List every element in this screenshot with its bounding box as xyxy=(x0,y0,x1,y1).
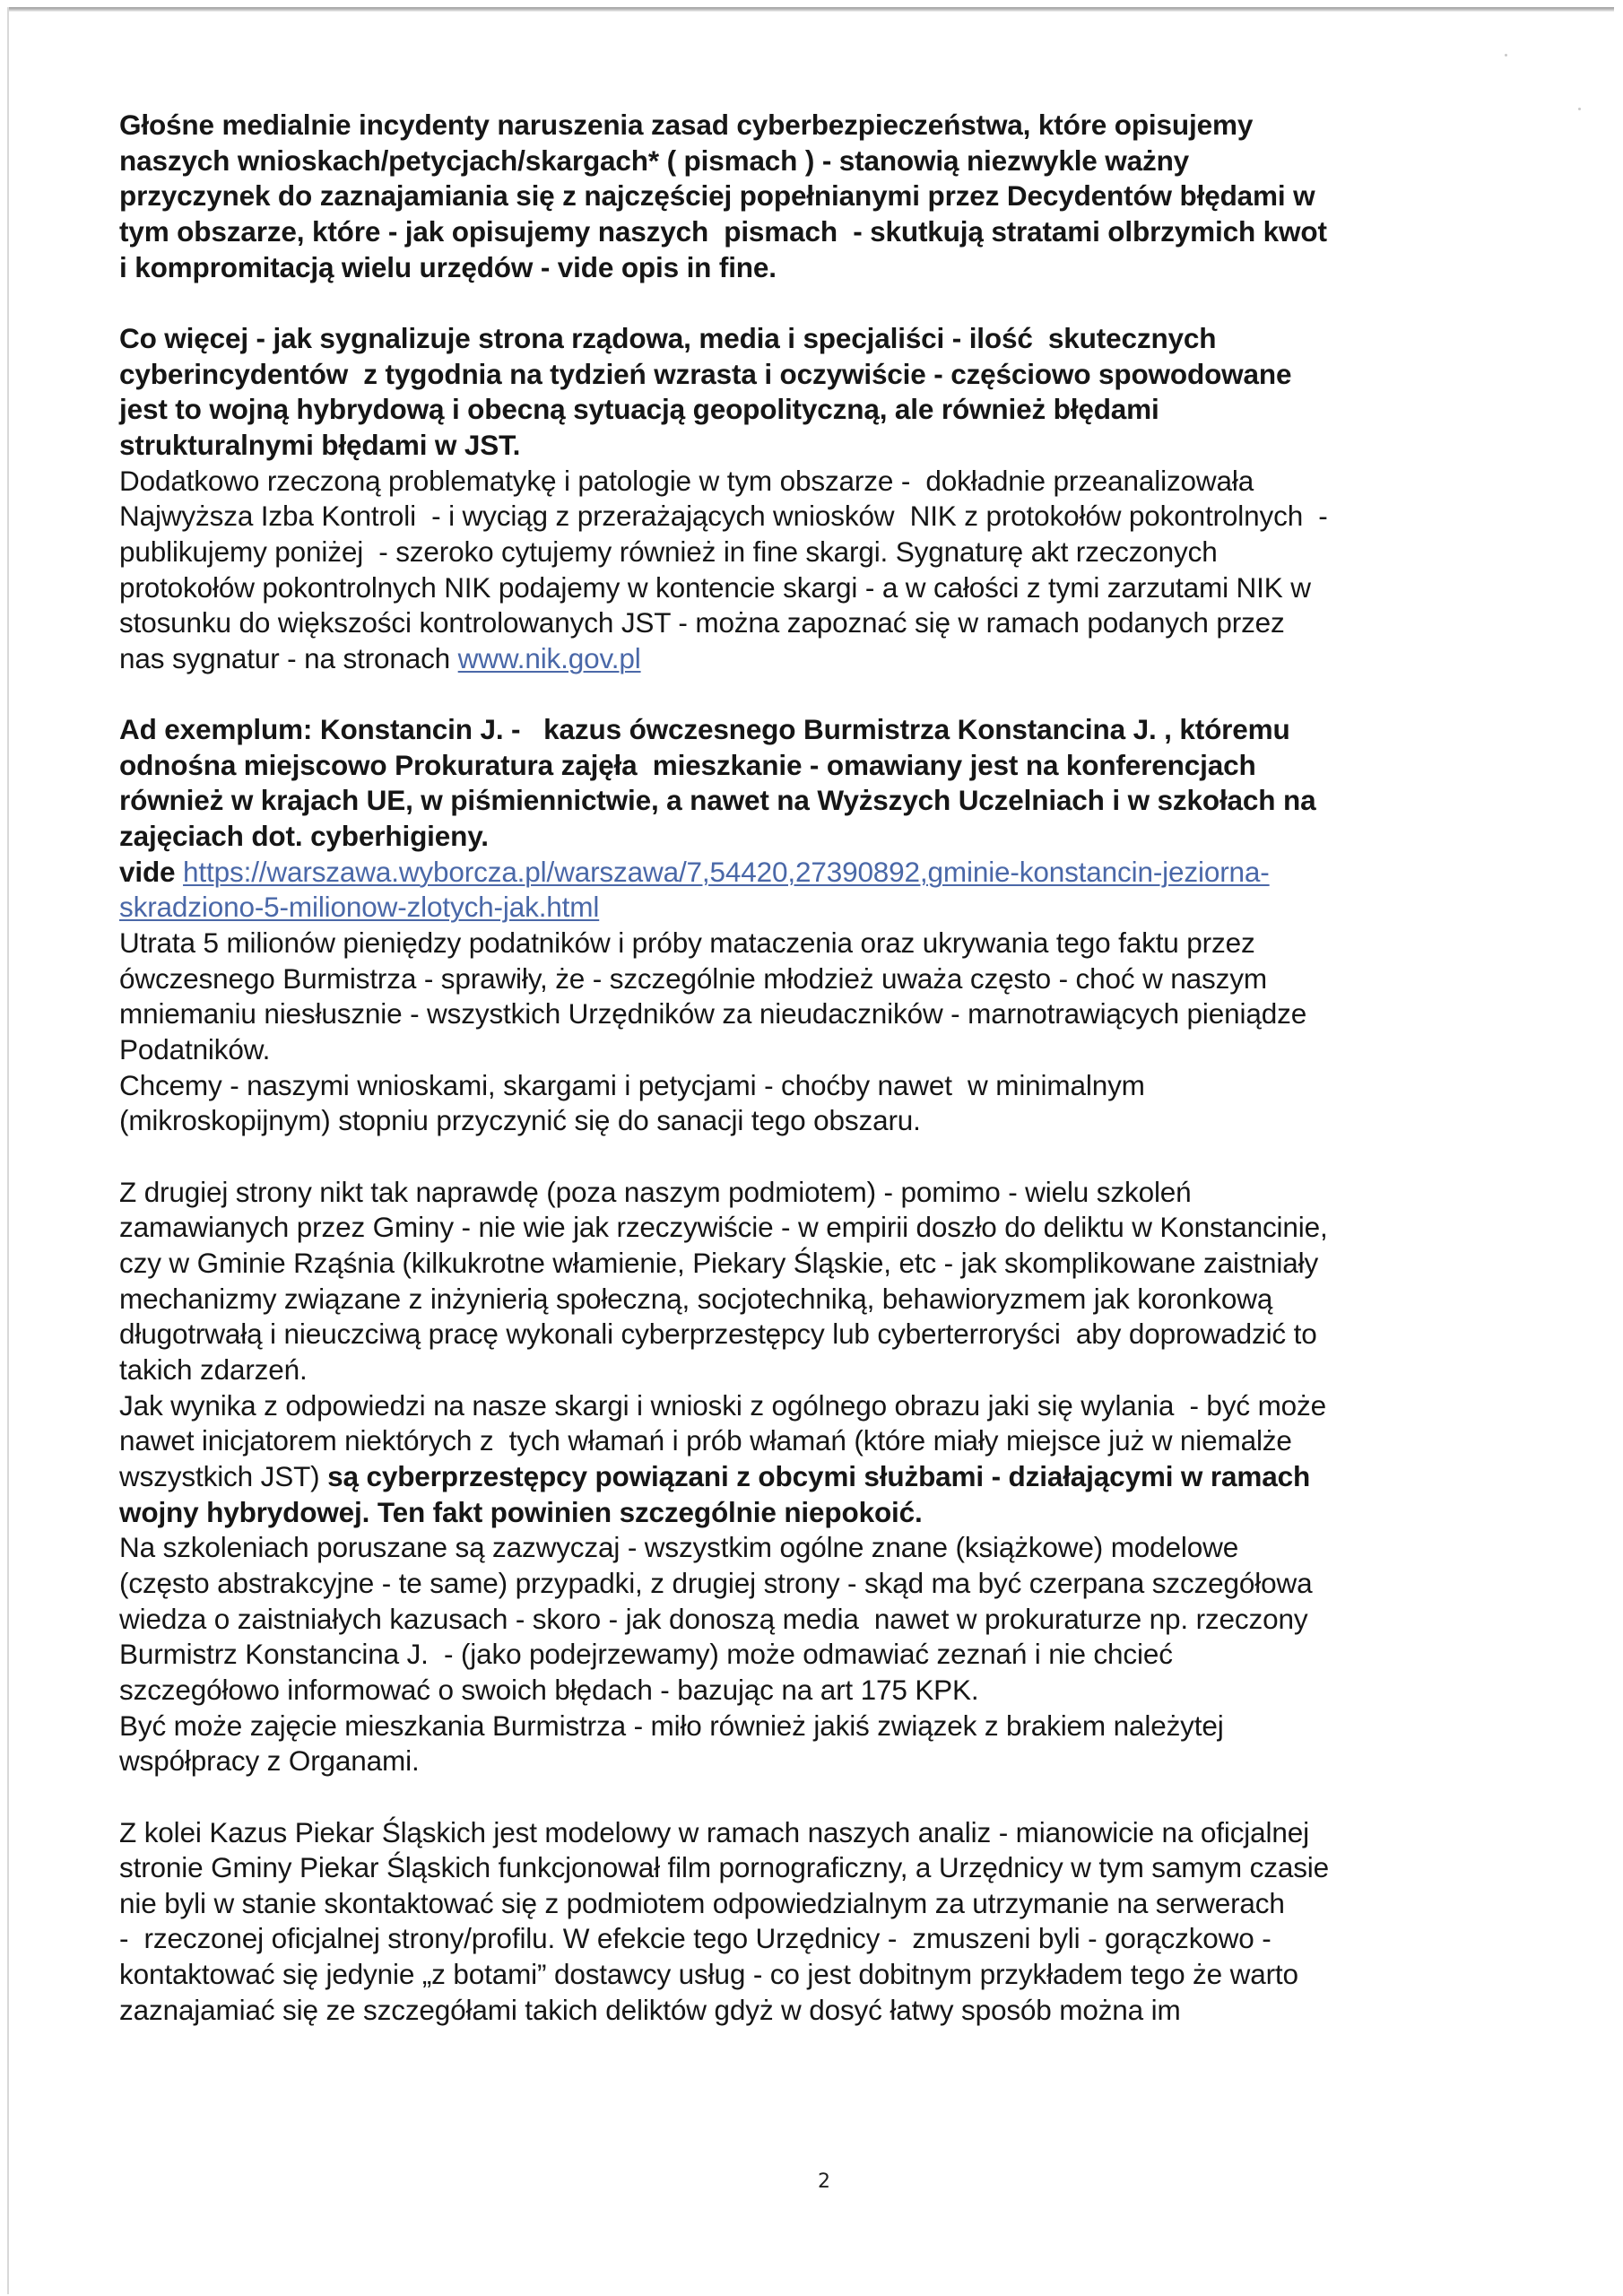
text-span: Chcemy - naszymi wnioskami, skargami i petycjami - choćby nawet w minimalnym xyxy=(119,1068,1145,1101)
text-span: nawet inicjatorem niektórych z tych włamań i prób włamań (które miały miejsce już w niemalże xyxy=(119,1424,1292,1457)
text-line xyxy=(119,1530,1518,1566)
text-line xyxy=(119,250,1518,286)
text-line xyxy=(119,321,1518,357)
text-line xyxy=(119,1957,1518,1993)
blank-line xyxy=(119,1139,1518,1175)
text-line xyxy=(119,499,1518,535)
scan-speck xyxy=(1505,54,1507,57)
bold-text: wojny hybrydowej. Ten fakt powinien szczególnie niepokoić. xyxy=(119,1495,923,1528)
text-line xyxy=(119,1850,1518,1886)
text-span: czy w Gminie Rząśnia (kilkukrotne włamienie, Piekary Śląskie, etc - jak skomplikowane zaistniały xyxy=(119,1247,1319,1279)
text-line xyxy=(119,1637,1518,1673)
text-line xyxy=(119,1246,1518,1282)
text-span: mniemaniu niesłusznie - wszystkich Urzędników za nieudaczników - marnotrawiących pieniądze xyxy=(119,997,1307,1031)
text-line xyxy=(119,1602,1518,1638)
text-span: (mikroskopijnym) stopniu przyczynić się do sanacji tego obszaru. xyxy=(119,1104,921,1137)
text-span: nie byli w stanie skontaktować się z podmiotem odpowiedzialnym za utrzymanie na serwerach xyxy=(119,1886,1285,1919)
scan-border-left xyxy=(7,7,9,2294)
text-line xyxy=(119,1993,1518,2029)
text-line xyxy=(119,1103,1518,1139)
text-line xyxy=(119,996,1518,1032)
bold-text: vide xyxy=(119,855,184,888)
text-line xyxy=(119,1459,1518,1495)
bold-text: Co więcej - jak sygnalizuje strona rządowa, media i specjaliści - ilość skutecznych xyxy=(119,321,1217,354)
text-line xyxy=(119,1210,1518,1246)
text-line xyxy=(119,1352,1518,1388)
text-line xyxy=(119,428,1518,464)
text-line xyxy=(119,641,1518,677)
text-span: mechanizmy związane z inżynierią społeczną, socjotechniką, behawioryzmem jak koronkową xyxy=(119,1282,1273,1315)
text-span: Na szkoleniach poruszane są zazwyczaj - wszystkim ogólne znane (książkowe) modelowe xyxy=(119,1531,1239,1564)
text-span: współpracy z Organami. xyxy=(119,1744,420,1778)
blank-line xyxy=(119,1779,1518,1815)
text-span: kontaktować się jedynie „z botami” dostawcy usług - co jest dobitnym przykładem tego że warto xyxy=(119,1958,1298,1991)
text-line xyxy=(119,926,1518,961)
bold-text: strukturalnymi błędami w JST. xyxy=(119,428,521,461)
blank-line xyxy=(119,285,1518,321)
text-span: takich zdarzeń. xyxy=(119,1352,308,1386)
text-line xyxy=(119,392,1518,428)
bold-text: i kompromitacją wielu urzędów - vide opis in fine. xyxy=(119,250,777,283)
bold-text: cyberincydentów z tygodnia na tydzień wzrasta i oczywiście - częściowo spowodowane xyxy=(119,357,1292,390)
bold-text: przyczynek do zaznajamiania się z najczęściej popełnianymi przez Decydentów błędami w xyxy=(119,179,1315,213)
text-span: Najwyższa Izba Kontroli - i wyciąg z przerażających wniosków NIK z protokołów pokontrolnych - xyxy=(119,500,1328,533)
scan-border-top xyxy=(7,7,1614,12)
text-span: zamawianych przez Gminy - nie wie jak rzeczywiście - w empirii doszło do deliktu w Konstancinie, xyxy=(119,1211,1328,1244)
text-span: Dodatkowo rzeczoną problematykę i patologie w tym obszarze - dokładnie przeanalizowała xyxy=(119,464,1254,497)
bold-text: Głośne medialnie incydenty naruszenia zasad cyberbezpieczeństwa, które opisujemy xyxy=(119,109,1254,141)
text-line xyxy=(119,1886,1518,1922)
text-line xyxy=(119,712,1518,748)
text-span: protokołów pokontrolnych NIK podajemy w kontencie skargi - a w całości z tymi zarzutami NIK w xyxy=(119,570,1311,604)
text-span: publikujemy poniżej - szeroko cytujemy również in fine skargi. Sygnaturę akt rzeczonych xyxy=(119,535,1218,568)
text-line xyxy=(119,1709,1518,1744)
text-span: długotrwałą i nieuczciwą pracę wykonali cyberprzestępcy lub cyberterroryści aby doprowadzić to xyxy=(119,1318,1317,1351)
text-span: Z drugiej strony nikt tak naprawdę (poza naszym podmiotem) - pomimo - wielu szkoleń xyxy=(119,1175,1192,1208)
text-span: wszystkich JST) xyxy=(119,1459,328,1492)
text-line xyxy=(119,1068,1518,1104)
text-line xyxy=(119,890,1518,926)
text-line xyxy=(119,1815,1518,1851)
text-span: Utrata 5 milionów pieniędzy podatników i próby mataczenia oraz ukrywania tego faktu przez xyxy=(119,926,1255,960)
page-number: 2 xyxy=(818,2170,830,2193)
text-line xyxy=(119,144,1518,179)
hyperlink[interactable]: skradziono-5-milionow-zlotych-jak.html xyxy=(119,891,600,924)
text-line xyxy=(119,1423,1518,1459)
text-span: zaznajamiać się ze szczegółami takich deliktów gdyż w dosyć łatwy sposób można im xyxy=(119,1993,1181,2026)
text-span: Jak wynika z odpowiedzi na nasze skargi i wnioski z ogólnego obrazu jaki się wylania - być może xyxy=(119,1388,1327,1422)
text-line xyxy=(119,1495,1518,1531)
bold-text: zajęciach dot. cyberhigieny. xyxy=(119,820,489,853)
text-span: szczegółowo informować o swoich błędach - bazując na art 175 KPK. xyxy=(119,1673,979,1706)
text-line xyxy=(119,605,1518,641)
bold-text: naszych wnioskach/petycjach/skargach* ( pismach ) - stanowią niezwykle ważny xyxy=(119,144,1190,177)
text-span: nas sygnatur - na stronach xyxy=(119,641,458,674)
text-span: Z kolei Kazus Piekar Śląskich jest modelowy w ramach naszych analiz - mianowicie na oficjalnej xyxy=(119,1815,1309,1848)
text-line xyxy=(119,783,1518,819)
bold-text: Ad exemplum: Konstancin J. - kazus ówczesnego Burmistrza Konstancina J. , któremu xyxy=(119,713,1290,746)
text-span: ówczesnego Burmistrza - sprawiły, że - szczególnie młodzież uważa często - choć w naszym xyxy=(119,961,1267,995)
text-line xyxy=(119,961,1518,997)
text-line xyxy=(119,214,1518,250)
hyperlink[interactable]: www.nik.gov.pl xyxy=(457,641,641,674)
hyperlink[interactable]: https://warszawa.wyborcza.pl/warszawa/7,54420,27390892,gminie-konstancin-jeziorna- xyxy=(183,855,1270,888)
bold-text: również w krajach UE, w piśmiennictwie, a nawet na Wyższych Uczelniach i w szkołach na xyxy=(119,784,1316,817)
text-span: stosunku do większości kontrolowanych JST - można zapoznać się w ramach podanych przez xyxy=(119,606,1285,639)
text-span: - rzeczonej oficjalnej strony/profilu. W efekcie tego Urzędnicy - zmuszeni byli - gorączkowo - xyxy=(119,1922,1271,1955)
text-line xyxy=(119,1388,1518,1424)
text-line xyxy=(119,1175,1518,1211)
text-line xyxy=(119,1744,1518,1779)
bold-text: tym obszarze, które - jak opisujemy naszych pismach - skutkują stratami olbrzymich kwot xyxy=(119,214,1327,248)
text-line xyxy=(119,855,1518,891)
text-span: wiedza o zaistniałych kazusach - skoro - jak donoszą media nawet w prokuraturze np. rzeczony xyxy=(119,1602,1308,1635)
text-span: stronie Gminy Piekar Śląskich funkcjonował film pornograficzny, a Urzędnicy w tym samym czasie xyxy=(119,1851,1330,1884)
text-line xyxy=(119,748,1518,784)
text-line xyxy=(119,1673,1518,1709)
text-line xyxy=(119,819,1518,855)
text-span: (często abstrakcyjne - te same) przypadki, z drugiej strony - skąd ma być czerpana szczegółowa xyxy=(119,1566,1313,1599)
text-line xyxy=(119,357,1518,393)
text-span: Podatników. xyxy=(119,1033,271,1066)
text-line xyxy=(119,464,1518,500)
bold-text: są cyberprzestępcy powiązani z obcymi służbami - działającymi w ramach xyxy=(327,1459,1311,1492)
text-line xyxy=(119,570,1518,606)
text-line xyxy=(119,178,1518,214)
scan-speck xyxy=(1578,108,1581,110)
document-body xyxy=(119,108,1518,2028)
bold-text: odnośna miejscowo Prokuratura zajęła mieszkanie - omawiany jest na konferencjach xyxy=(119,748,1256,781)
text-line xyxy=(119,1032,1518,1068)
text-line xyxy=(119,108,1518,144)
text-span: Być może zajęcie mieszkania Burmistrza - miło również jakiś związek z brakiem należytej xyxy=(119,1709,1224,1742)
blank-line xyxy=(119,677,1518,713)
text-line xyxy=(119,1282,1518,1318)
text-span: Burmistrz Konstancina J. - (jako podejrzewamy) może odmawiać zeznań i nie chcieć xyxy=(119,1638,1173,1671)
text-line xyxy=(119,535,1518,570)
text-line xyxy=(119,1566,1518,1602)
bold-text: jest to wojną hybrydową i obecną sytuacją geopolityczną, ale również błędami xyxy=(119,393,1159,426)
text-line xyxy=(119,1317,1518,1352)
text-line xyxy=(119,1921,1518,1957)
